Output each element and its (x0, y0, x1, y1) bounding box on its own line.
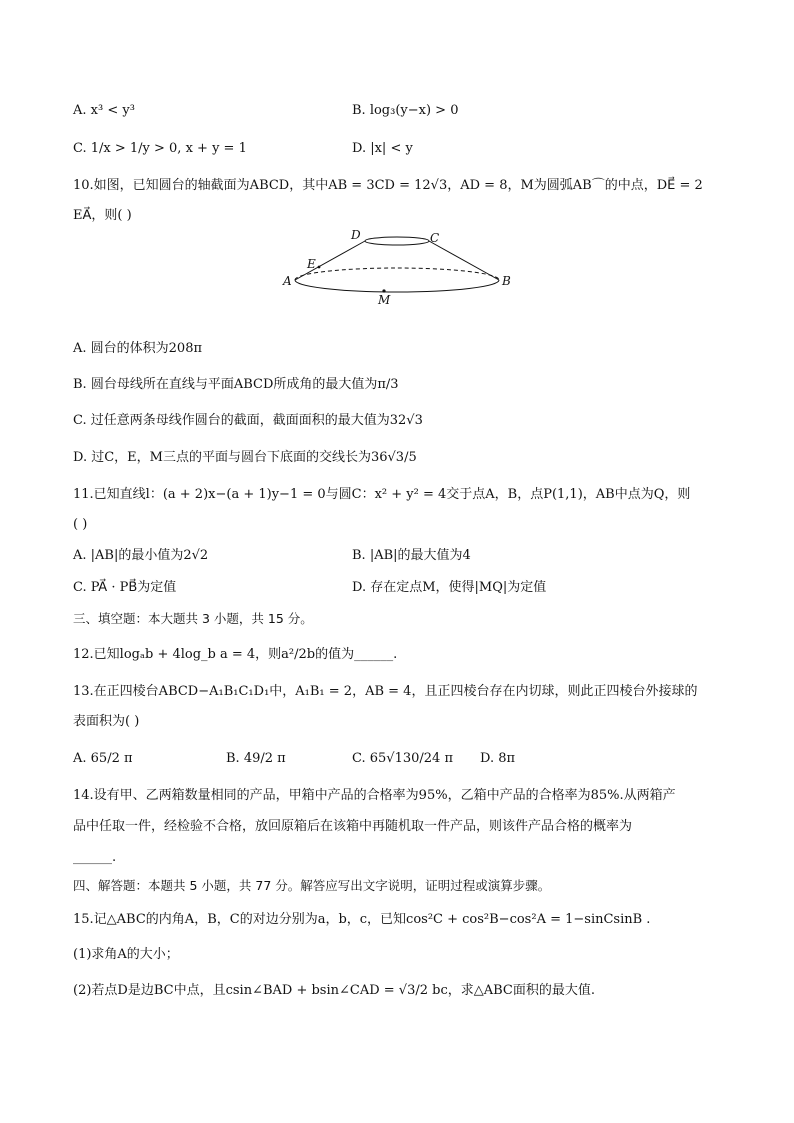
edge-bc (429, 241, 499, 280)
label-d: D (351, 228, 361, 242)
section-4-heading: 四、解答题：本题共 5 小题，共 77 分。解答应写出文字说明，证明过程或演算步骤。 (73, 878, 551, 893)
q11-option-b: B. |AB|的最大值为4 (352, 548, 471, 563)
q10-option-a: A. 圆台的体积为208π (73, 341, 203, 356)
q14-stem-line2: 品中任取一件，经检验不合格，放回原箱后在该箱中再随机取一件产品，则该件产品合格的概率为 (73, 819, 633, 834)
point-e (318, 266, 321, 269)
q15-stem: 15.记△ABC的内角A，B，C的对边分别为a，b，c，已知cos²C + cos²B−cos²A = 1−sinCsinB . (73, 912, 651, 927)
q13-option-a: A. 65/2 π (73, 751, 133, 766)
q13-option-d: D. 8π (480, 751, 516, 766)
label-e: E (307, 257, 316, 271)
q9-option-c: C. 1/x > 1/y > 0, x + y = 1 (73, 141, 247, 156)
q13-option-b: B. 49/2 π (226, 751, 286, 766)
q11-option-a: A. |AB|的最小值为2√2 (73, 548, 209, 563)
bottom-base-back (295, 268, 499, 280)
q11-option-d: D. 存在定点M，使得|MQ|为定值 (352, 580, 547, 595)
q10-option-c: C. 过任意两条母线作圆台的截面，截面面积的最大值为32√3 (73, 413, 423, 428)
q10-stem-line2: EA⃗，则( ) (73, 208, 132, 223)
label-m: M (378, 293, 391, 307)
frustum-figure (280, 226, 520, 308)
top-base (365, 237, 429, 245)
label-b: B (502, 274, 511, 288)
q15-part-1: (1)求角A的大小； (73, 947, 179, 962)
edge-ad (295, 241, 365, 280)
section-3-heading: 三、填空题：本大题共 3 小题，共 15 分。 (73, 611, 313, 626)
q14-stem-line1: 14.设有甲、乙两箱数量相同的产品，甲箱中产品的合格率为95%，乙箱中产品的合格率为85%.从两箱产 (73, 788, 676, 803)
q13-stem-line2: 表面积为( ) (73, 714, 140, 729)
q11-stem-line1: 11.已知直线l：(a + 2)x−(a + 1)y−1 = 0与圆C：x² + y² = 4交于点A，B，点P(1,1)，AB中点为Q，则 (73, 487, 691, 502)
q10-option-d: D. 过C，E，M三点的平面与圆台下底面的交线长为36√3/5 (73, 450, 417, 465)
label-a: A (283, 274, 292, 288)
bottom-base-front (295, 280, 499, 292)
q15-part-2: (2)若点D是边BC中点，且csin∠BAD + bsin∠CAD = √3/2 bc，求△ABC面积的最大值. (73, 983, 596, 998)
q11-stem-line2: ( ) (73, 517, 88, 532)
q12-stem: 12.已知logₐb + 4log_b a = 4，则a²/2b的值为______. (73, 647, 398, 662)
q13-stem-line1: 13.在正四棱台ABCD−A₁B₁C₁D₁中，A₁B₁ = 2，AB = 4，且正四棱台存在内切球，则此正四棱台外接球的 (73, 684, 698, 699)
q9-option-a: A. x³ < y³ (73, 103, 135, 118)
q13-option-c: C. 65√130/24 π (352, 751, 453, 766)
q14-stem-line3: ______. (73, 850, 117, 865)
q9-option-b: B. log₃(y−x) > 0 (352, 103, 459, 118)
q9-option-d: D. |x| < y (352, 141, 413, 156)
label-c: C (430, 231, 440, 245)
q10-option-b: B. 圆台母线所在直线与平面ABCD所成角的最大值为π/3 (73, 377, 399, 392)
q10-stem-line1: 10.如图，已知圆台的轴截面为ABCD，其中AB = 3CD = 12√3，AD = 8，M为圆弧AB⌒的中点，DE⃗ = 2 (73, 178, 703, 193)
q11-option-c: C. PA⃗ · PB⃗为定值 (73, 580, 177, 595)
